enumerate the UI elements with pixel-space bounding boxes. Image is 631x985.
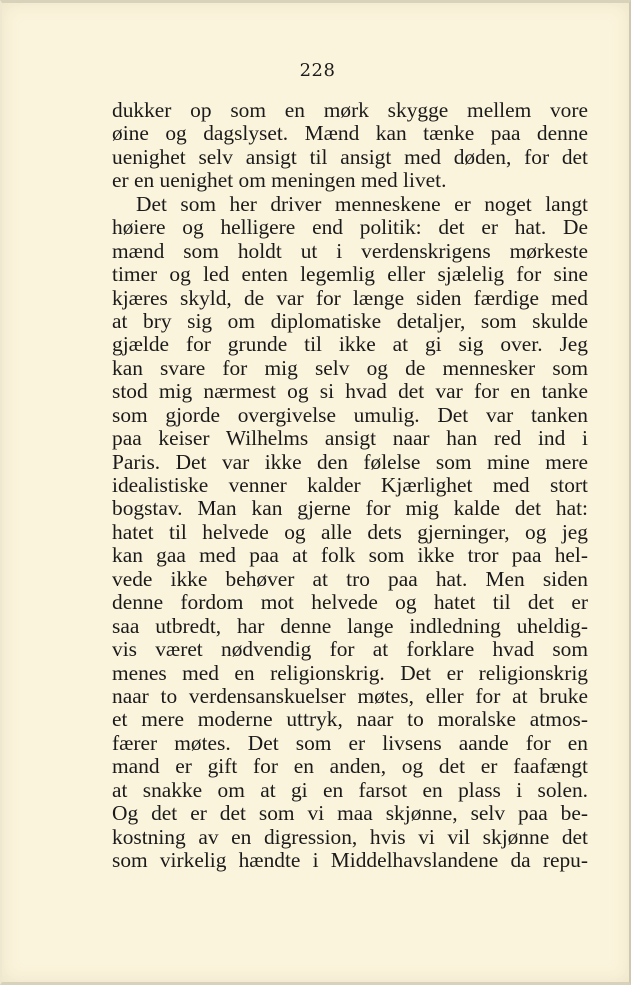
text-line: Og det er det som vi maa skjønne, selv paa be- xyxy=(112,801,588,826)
text-line: idealistiske venner kalder Kjærlighet med stort xyxy=(112,473,588,497)
text-line: stod mig nærmest og si hvad det var for en tanke xyxy=(112,379,588,404)
text-line: denne fordom mot helvede og hatet til det er xyxy=(112,590,588,615)
text-line: uenighet selv ansigt til ansigt med døden, for det xyxy=(112,144,588,169)
page-number: 228 xyxy=(299,60,336,81)
text-line: kjæres skyld, de var for længe siden færdige med xyxy=(112,285,588,310)
text-line: Det som her driver menneskene er noget langt xyxy=(136,191,588,216)
text-line: som gjorde overgivelse umulig. Det var tanken xyxy=(112,402,588,427)
text-line: at snakke om at gi en farsot en plass i solen. xyxy=(112,777,588,802)
text-line: hatet til helvede og alle dets gjerninger, og jeg xyxy=(112,519,588,544)
text-line: menes med en religionskrig. Det er religionskrig xyxy=(112,660,588,685)
text-line: dukker op som en mørk skygge mellem vore xyxy=(112,98,588,122)
text-line: kan gaa med paa at folk som ikke tror paa hel- xyxy=(112,543,588,568)
text-line: kan svare for mig selv og de mennesker som xyxy=(112,355,588,380)
text-line: vis været nødvendig for at forklare hvad som xyxy=(112,637,588,662)
text-line: øine og dagslyset. Mænd kan tænke paa denne xyxy=(112,121,588,146)
body-text xyxy=(112,99,588,872)
text-line: Paris. Det var ikke den følelse som mine mere xyxy=(112,449,588,474)
text-line: paa keiser Wilhelms ansigt naar han red ind i xyxy=(112,426,588,451)
text-line: er en uenighet om meningen med livet. xyxy=(112,168,447,193)
text-line: et mere moderne uttryk, naar to moralske atmos- xyxy=(112,707,588,732)
text-line: vede ikke behøver at tro paa hat. Men siden xyxy=(112,566,588,591)
text-line: mand er gift for en anden, og det er faafængt xyxy=(112,754,588,779)
text-line: mænd som holdt ut i verdenskrigens mørkeste xyxy=(112,238,588,263)
text-line: som virkelig hændte i Middelhavslandene da repu- xyxy=(112,848,588,872)
text-line: at bry sig om diplomatiske detaljer, som skulde xyxy=(112,308,588,333)
text-line: høiere og helligere end politik: det er hat. De xyxy=(112,215,588,240)
text-line: færer møtes. Det som er livsens aande for en xyxy=(112,730,588,755)
text-line: kostning av en digression, hvis vi vil skjønne det xyxy=(112,824,588,849)
text-line: saa utbredt, har denne lange indledning uheldig- xyxy=(112,613,588,638)
text-line: timer og led enten legemlig eller sjælelig for sine xyxy=(112,262,588,287)
text-line: gjælde for grunde til ikke at gi sig over. Jeg xyxy=(112,332,588,357)
text-line: naar to verdensanskuelser møtes, eller for at bruke xyxy=(112,683,588,708)
text-line: bogstav. Man kan gjerne for mig kalde det hat: xyxy=(112,496,588,521)
